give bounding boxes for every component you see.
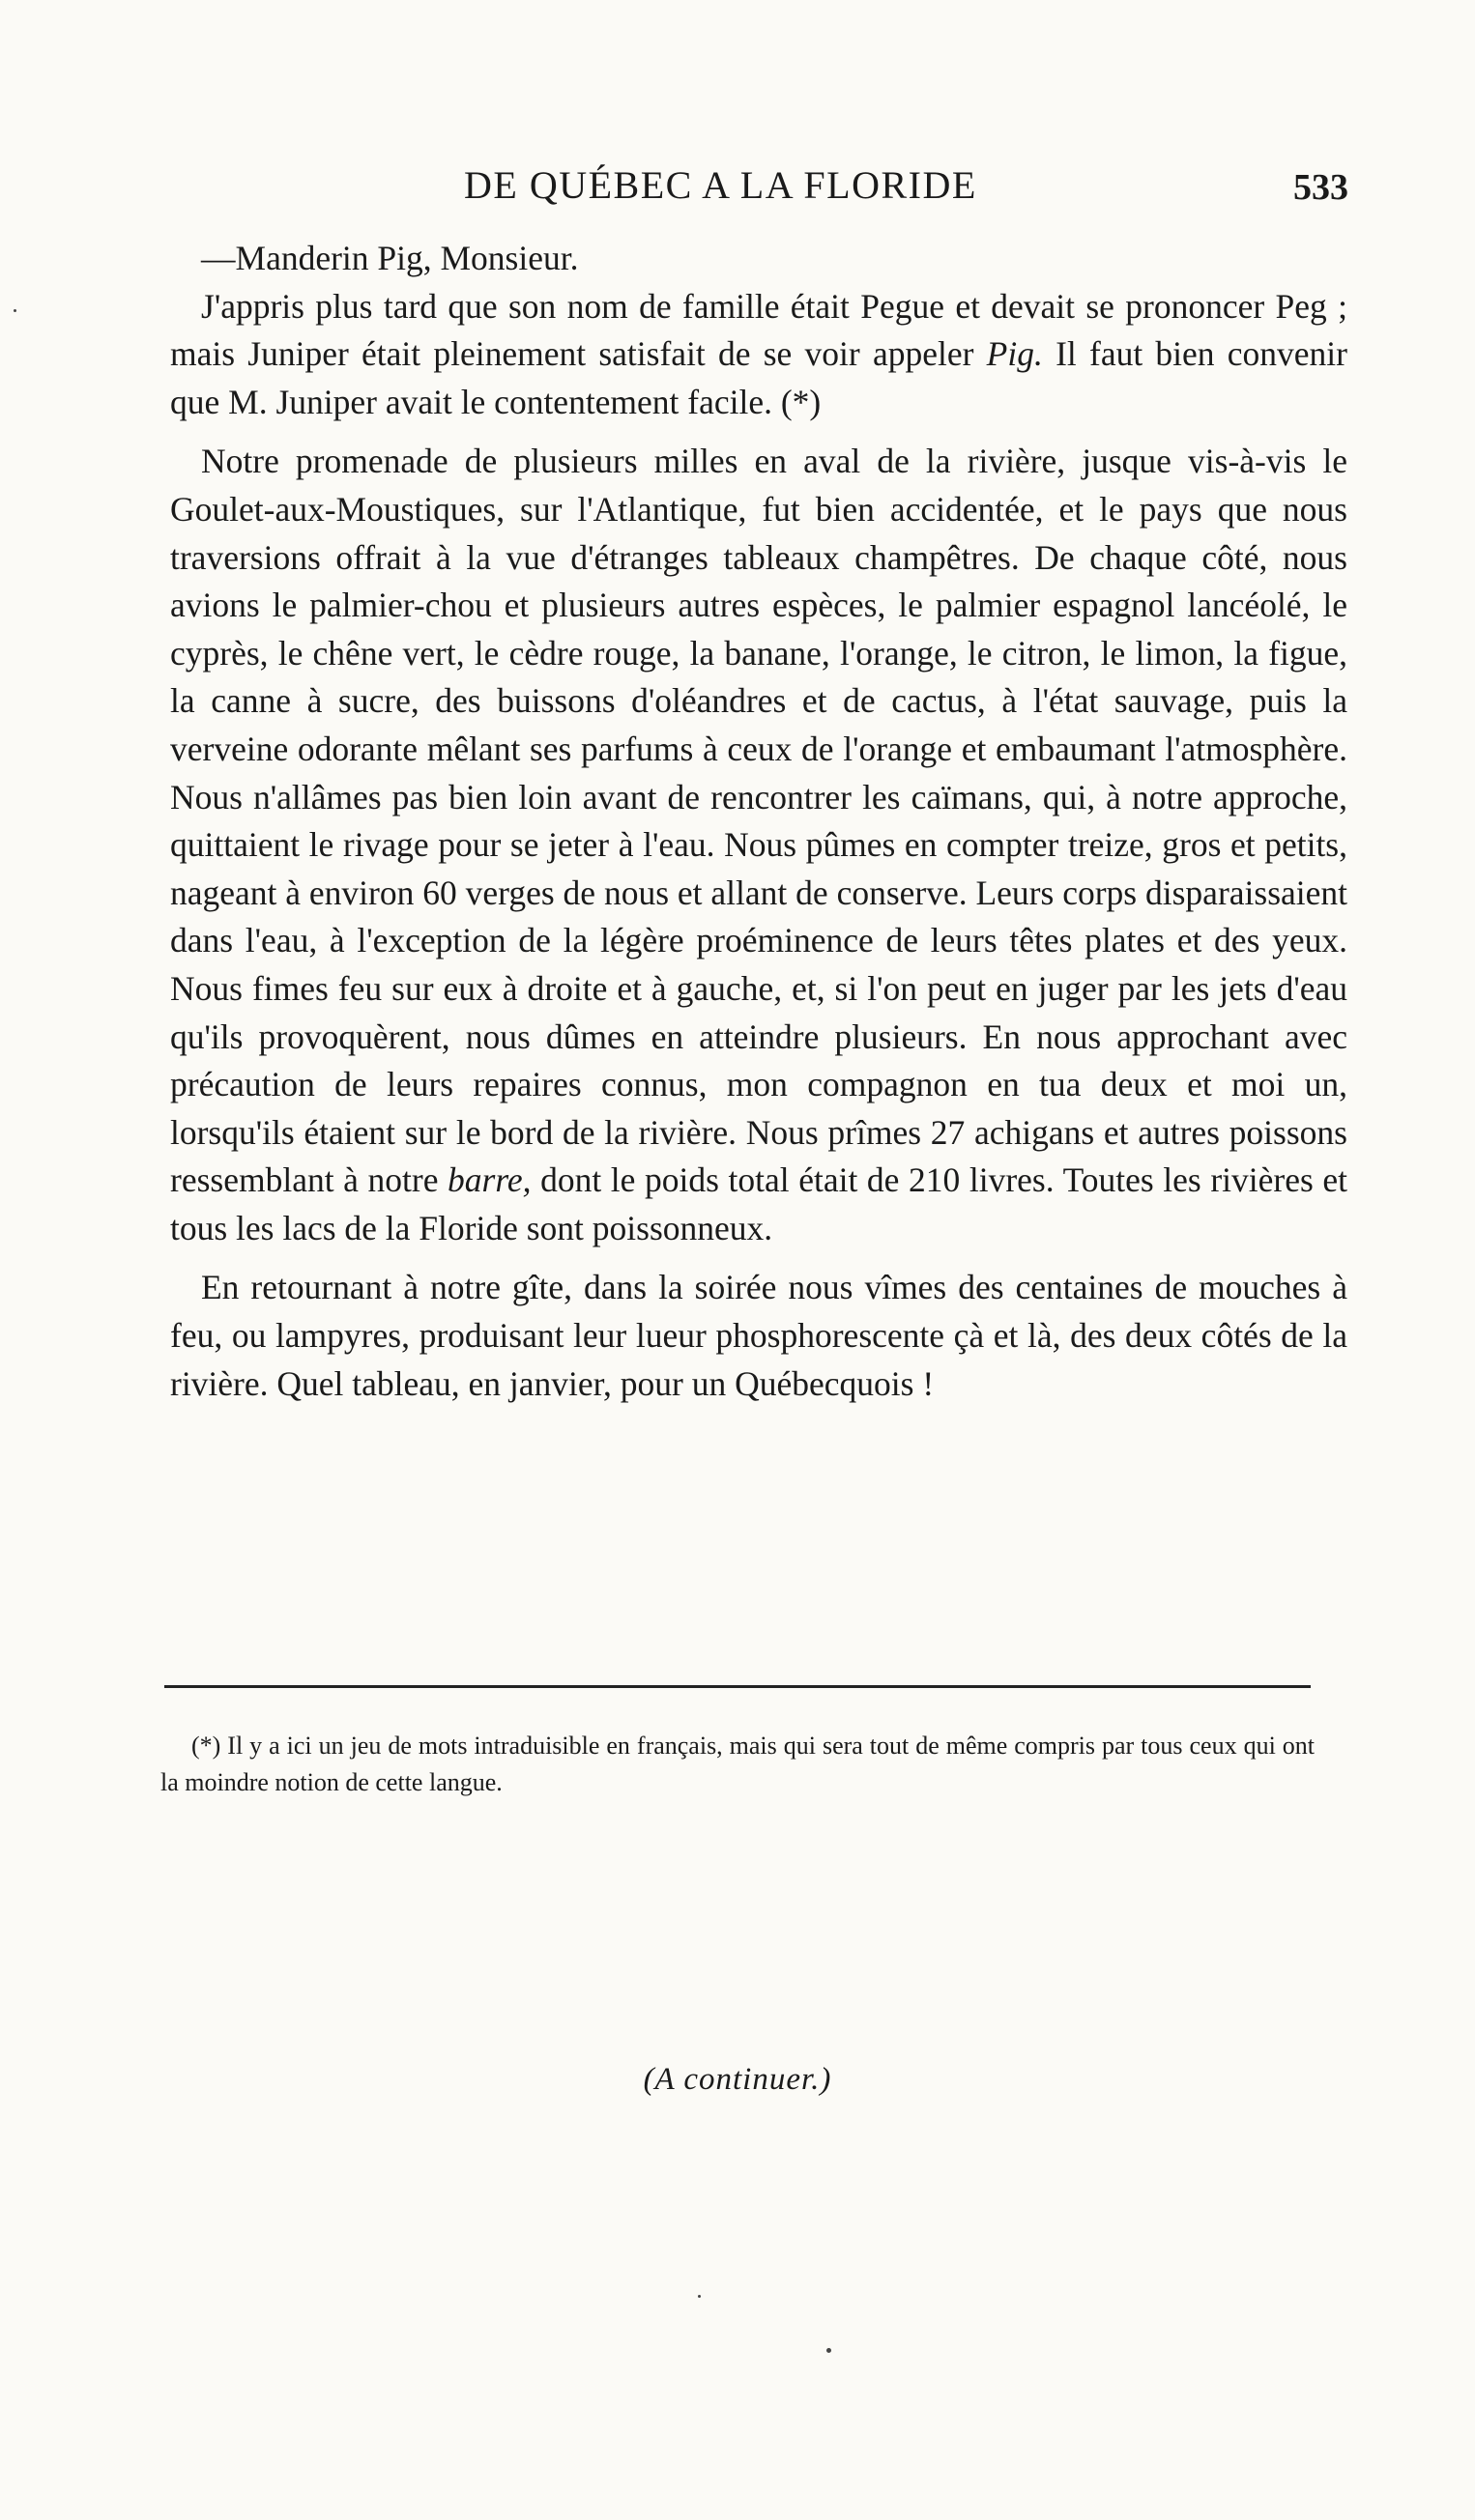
paragraph-text-before: Notre promenade de plusieurs milles en aval de la rivière, jusque vis-à-vis le Goulet-aux-Moustiques, sur l'Atlantique, fut bien accidentée, et le pays que nous traversions offrait à la vue d'étranges tableaux champêtres. De chaque côté, nous avions le palmier-chou et plusieurs autres espèces, le palmier espagnol lancéolé, le cyprès, le chêne vert, le cèdre rouge, la banane, l'orange, le citron, le limon, la figue, la canne à sucre, des buissons d'oléandres et de cactus, à l'état sauvage, puis la verveine odorante mêlant ses parfums à ceux de l'orange et embaumant l'atmosphère. Nous n'allâmes pas bien loin avant de rencontrer les caïmans, qui, à notre approche, quittaient le rivage pour se jeter à l'eau. Nous pûmes en compter treize, gros et petits, nageant à environ 60 verges de nous et allant de conserve. Leurs corps disparaissaient dans l'eau, à l'exception de la légère proéminence de leurs têtes plates et des yeux. Nous fimes feu sur eux à droite et à gauche, et, si l'on peut en juger par les jets d'eau qu'ils provoquèrent, nous dûmes en atteindre plusieurs. En nous approchant avec précaution de leurs repaires connus, mon compagnon en tua deux et moi un, lorsqu'ils étaient sur le bord de la rivière. Nous prîmes 27 achigans et autres poissons ressemblant à notre (170, 442, 1347, 1200)
footnote-divider (164, 1685, 1311, 1688)
continuation-note: (A continuer.) (643, 2062, 832, 2097)
paragraph-text: En retournant à notre gîte, dans la soirée nous vîmes des centaines de mouches à feu, ou lampyres, produisant leur lueur phosphorescente çà et là, des deux côtés de la rivière. Quel tableau, en janvier, pour un Québecquois ! (170, 1268, 1347, 1403)
paragraph-text-before: J'appris plus tard que son nom de famille était Pegue et devait se prononcer Peg ; mais Juniper était pleinement satisfait de se voir appeler (170, 286, 1347, 374)
paragraph-text: —Manderin Pig, Monsieur. (201, 239, 579, 277)
paragraph-river-excursion (170, 438, 1347, 1252)
italic-emphasis: barre, (448, 1160, 532, 1200)
print-speck (698, 2295, 701, 2298)
running-head (174, 162, 1348, 220)
footnote: (*) Il y a ici un jeu de mots intraduisible en français, mais qui sera tout de même compris par tous ceux qui ont la moindre notion de cette langue. (160, 1732, 1315, 1796)
paragraph-dialogue (170, 235, 1347, 283)
running-title: DE QUÉBEC A LA FLORIDE (464, 163, 977, 207)
print-speck (14, 309, 16, 312)
page-number: 533 (1293, 167, 1348, 208)
body-text (170, 235, 1347, 1408)
paragraph-name-explanation (170, 283, 1347, 427)
paragraph-fireflies (170, 1264, 1347, 1408)
print-speck (826, 2348, 831, 2353)
italic-emphasis: Pig. (986, 334, 1043, 374)
paragraph-text-after: Il faut bien convenir que M. Juniper avait le contentement facile. (*) (170, 334, 1347, 421)
paragraph-text-after: dont le poids total était de 210 livres. Toutes les rivières et tous les lacs de la Floride sont poissonneux. (170, 1160, 1347, 1247)
